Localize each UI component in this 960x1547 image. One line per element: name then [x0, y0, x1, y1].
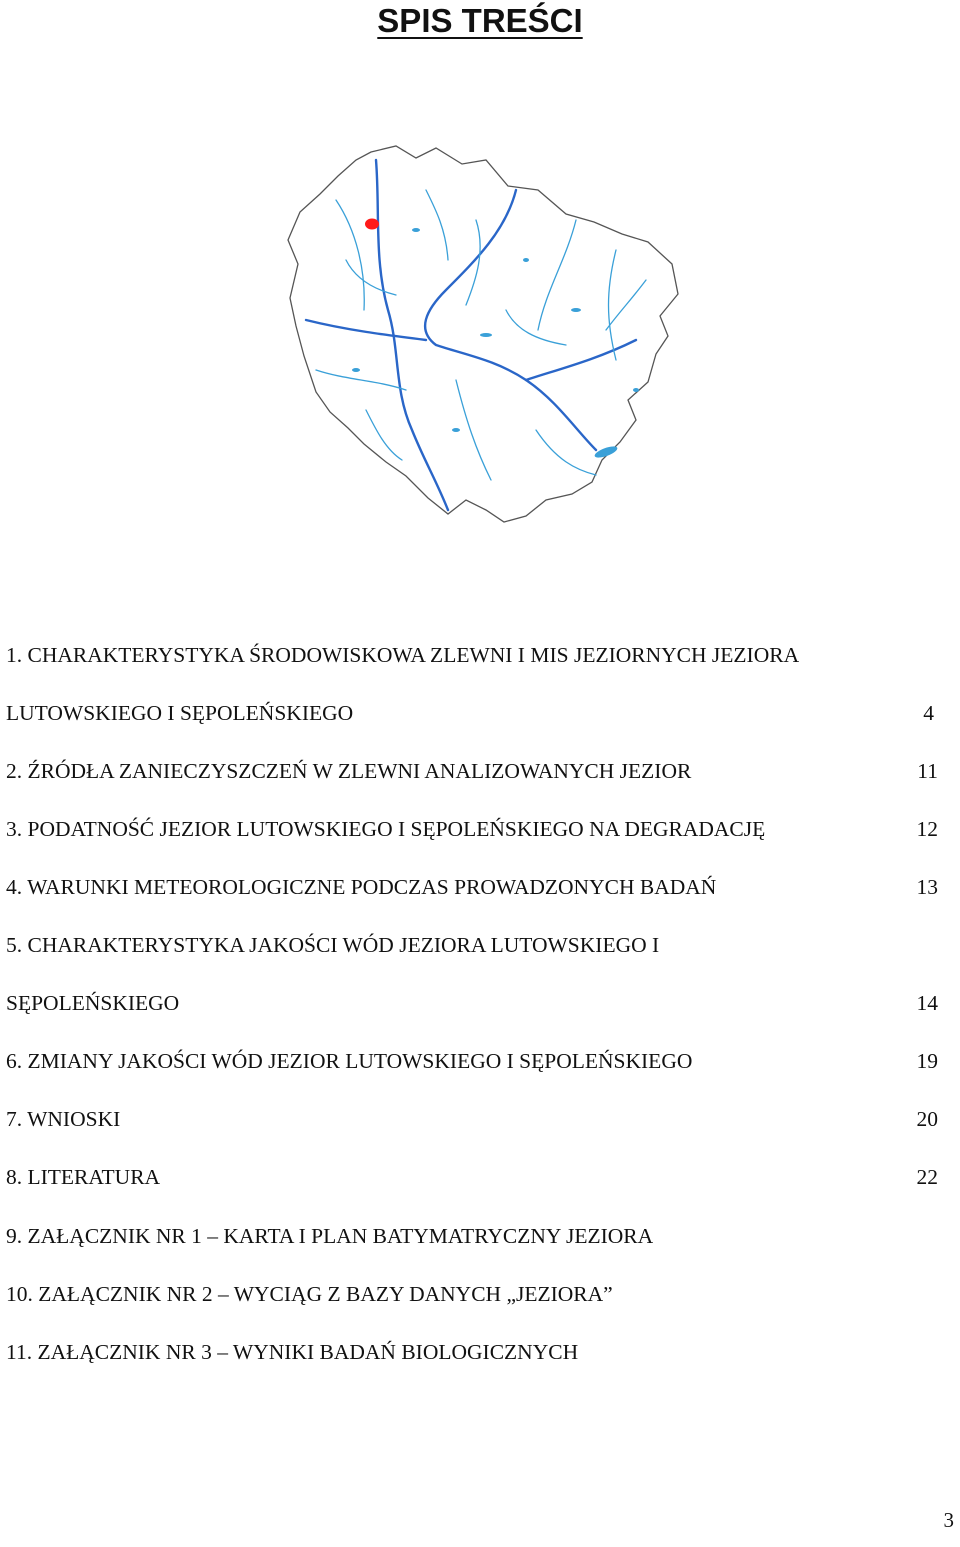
toc-entry-2[interactable]	[6, 756, 938, 786]
toc-entry-3[interactable]	[6, 814, 938, 844]
toc-entry-5-title: 5. CHARAKTERYSTYKA JAKOŚCI WÓD JEZIORA LUTOWSKIEGO I	[6, 933, 660, 957]
toc-entry-3-page: 12	[916, 817, 938, 841]
toc-entry-9[interactable]	[6, 1221, 938, 1251]
toc-entry-1-title-cont: LUTOWSKIEGO I SĘPOLEŃSKIEGO	[6, 701, 354, 725]
region-map	[276, 130, 692, 538]
toc-entry-8-title: 8. LITERATURA	[6, 1165, 161, 1189]
toc-entry-1[interactable]	[6, 640, 938, 670]
toc-entry-7-page: 20	[916, 1107, 938, 1131]
toc-entry-8[interactable]	[6, 1162, 938, 1192]
toc-entry-6-page: 19	[916, 1049, 938, 1073]
toc-entry-4-title: 4. WARUNKI METEOROLOGICZNE PODCZAS PROWADZONYCH BADAŃ	[6, 875, 717, 899]
toc-entry-5-page: 14	[916, 991, 938, 1015]
page-title: SPIS TREŚCI	[377, 2, 583, 39]
toc-entry-4[interactable]	[6, 872, 938, 902]
toc-entry-5-cont[interactable]	[6, 988, 938, 1018]
toc-entry-4-page: 13	[916, 875, 938, 899]
toc-entry-1-title: 1. CHARAKTERYSTYKA ŚRODOWISKOWA ZLEWNI I MIS JEZIORNYCH JEZIORA	[6, 643, 800, 667]
toc-entry-5[interactable]	[6, 930, 938, 960]
toc-entry-8-page: 22	[916, 1165, 938, 1189]
toc-entry-7-title: 7. WNIOSKI	[6, 1107, 121, 1131]
toc-entry-1-cont[interactable]	[6, 698, 938, 728]
toc-entry-2-title: 2. ŹRÓDŁA ZANIECZYSZCZEŃ W ZLEWNI ANALIZOWANYCH JEZIOR	[6, 759, 692, 783]
toc-entry-11-title: 11. ZAŁĄCZNIK NR 3 – WYNIKI BADAŃ BIOLOGICZNYCH	[6, 1340, 579, 1364]
toc-entry-10[interactable]	[6, 1279, 938, 1309]
toc-entry-5-title-cont: SĘPOLEŃSKIEGO	[6, 991, 180, 1015]
toc-entry-6-title: 6. ZMIANY JAKOŚCI WÓD JEZIOR LUTOWSKIEGO I SĘPOLEŃSKIEGO	[6, 1049, 693, 1073]
page-number: 3	[943, 1508, 954, 1532]
toc-entry-7[interactable]	[6, 1104, 938, 1134]
toc-entry-11[interactable]	[6, 1337, 938, 1367]
toc-entry-3-title: 3. PODATNOŚĆ JEZIOR LUTOWSKIEGO I SĘPOLEŃSKIEGO NA DEGRADACJĘ	[6, 817, 766, 841]
toc-entry-2-page: 11	[917, 759, 938, 783]
toc-entry-10-title: 10. ZAŁĄCZNIK NR 2 – WYCIĄG Z BAZY DANYCH „JEZIORA”	[6, 1282, 613, 1306]
toc-entry-6[interactable]	[6, 1046, 938, 1076]
toc-entry-9-title: 9. ZAŁĄCZNIK NR 1 – KARTA I PLAN BATYMATRYCZNY JEZIORA	[6, 1224, 654, 1248]
location-marker	[365, 219, 379, 230]
toc-entry-1-page: 4	[923, 701, 934, 725]
